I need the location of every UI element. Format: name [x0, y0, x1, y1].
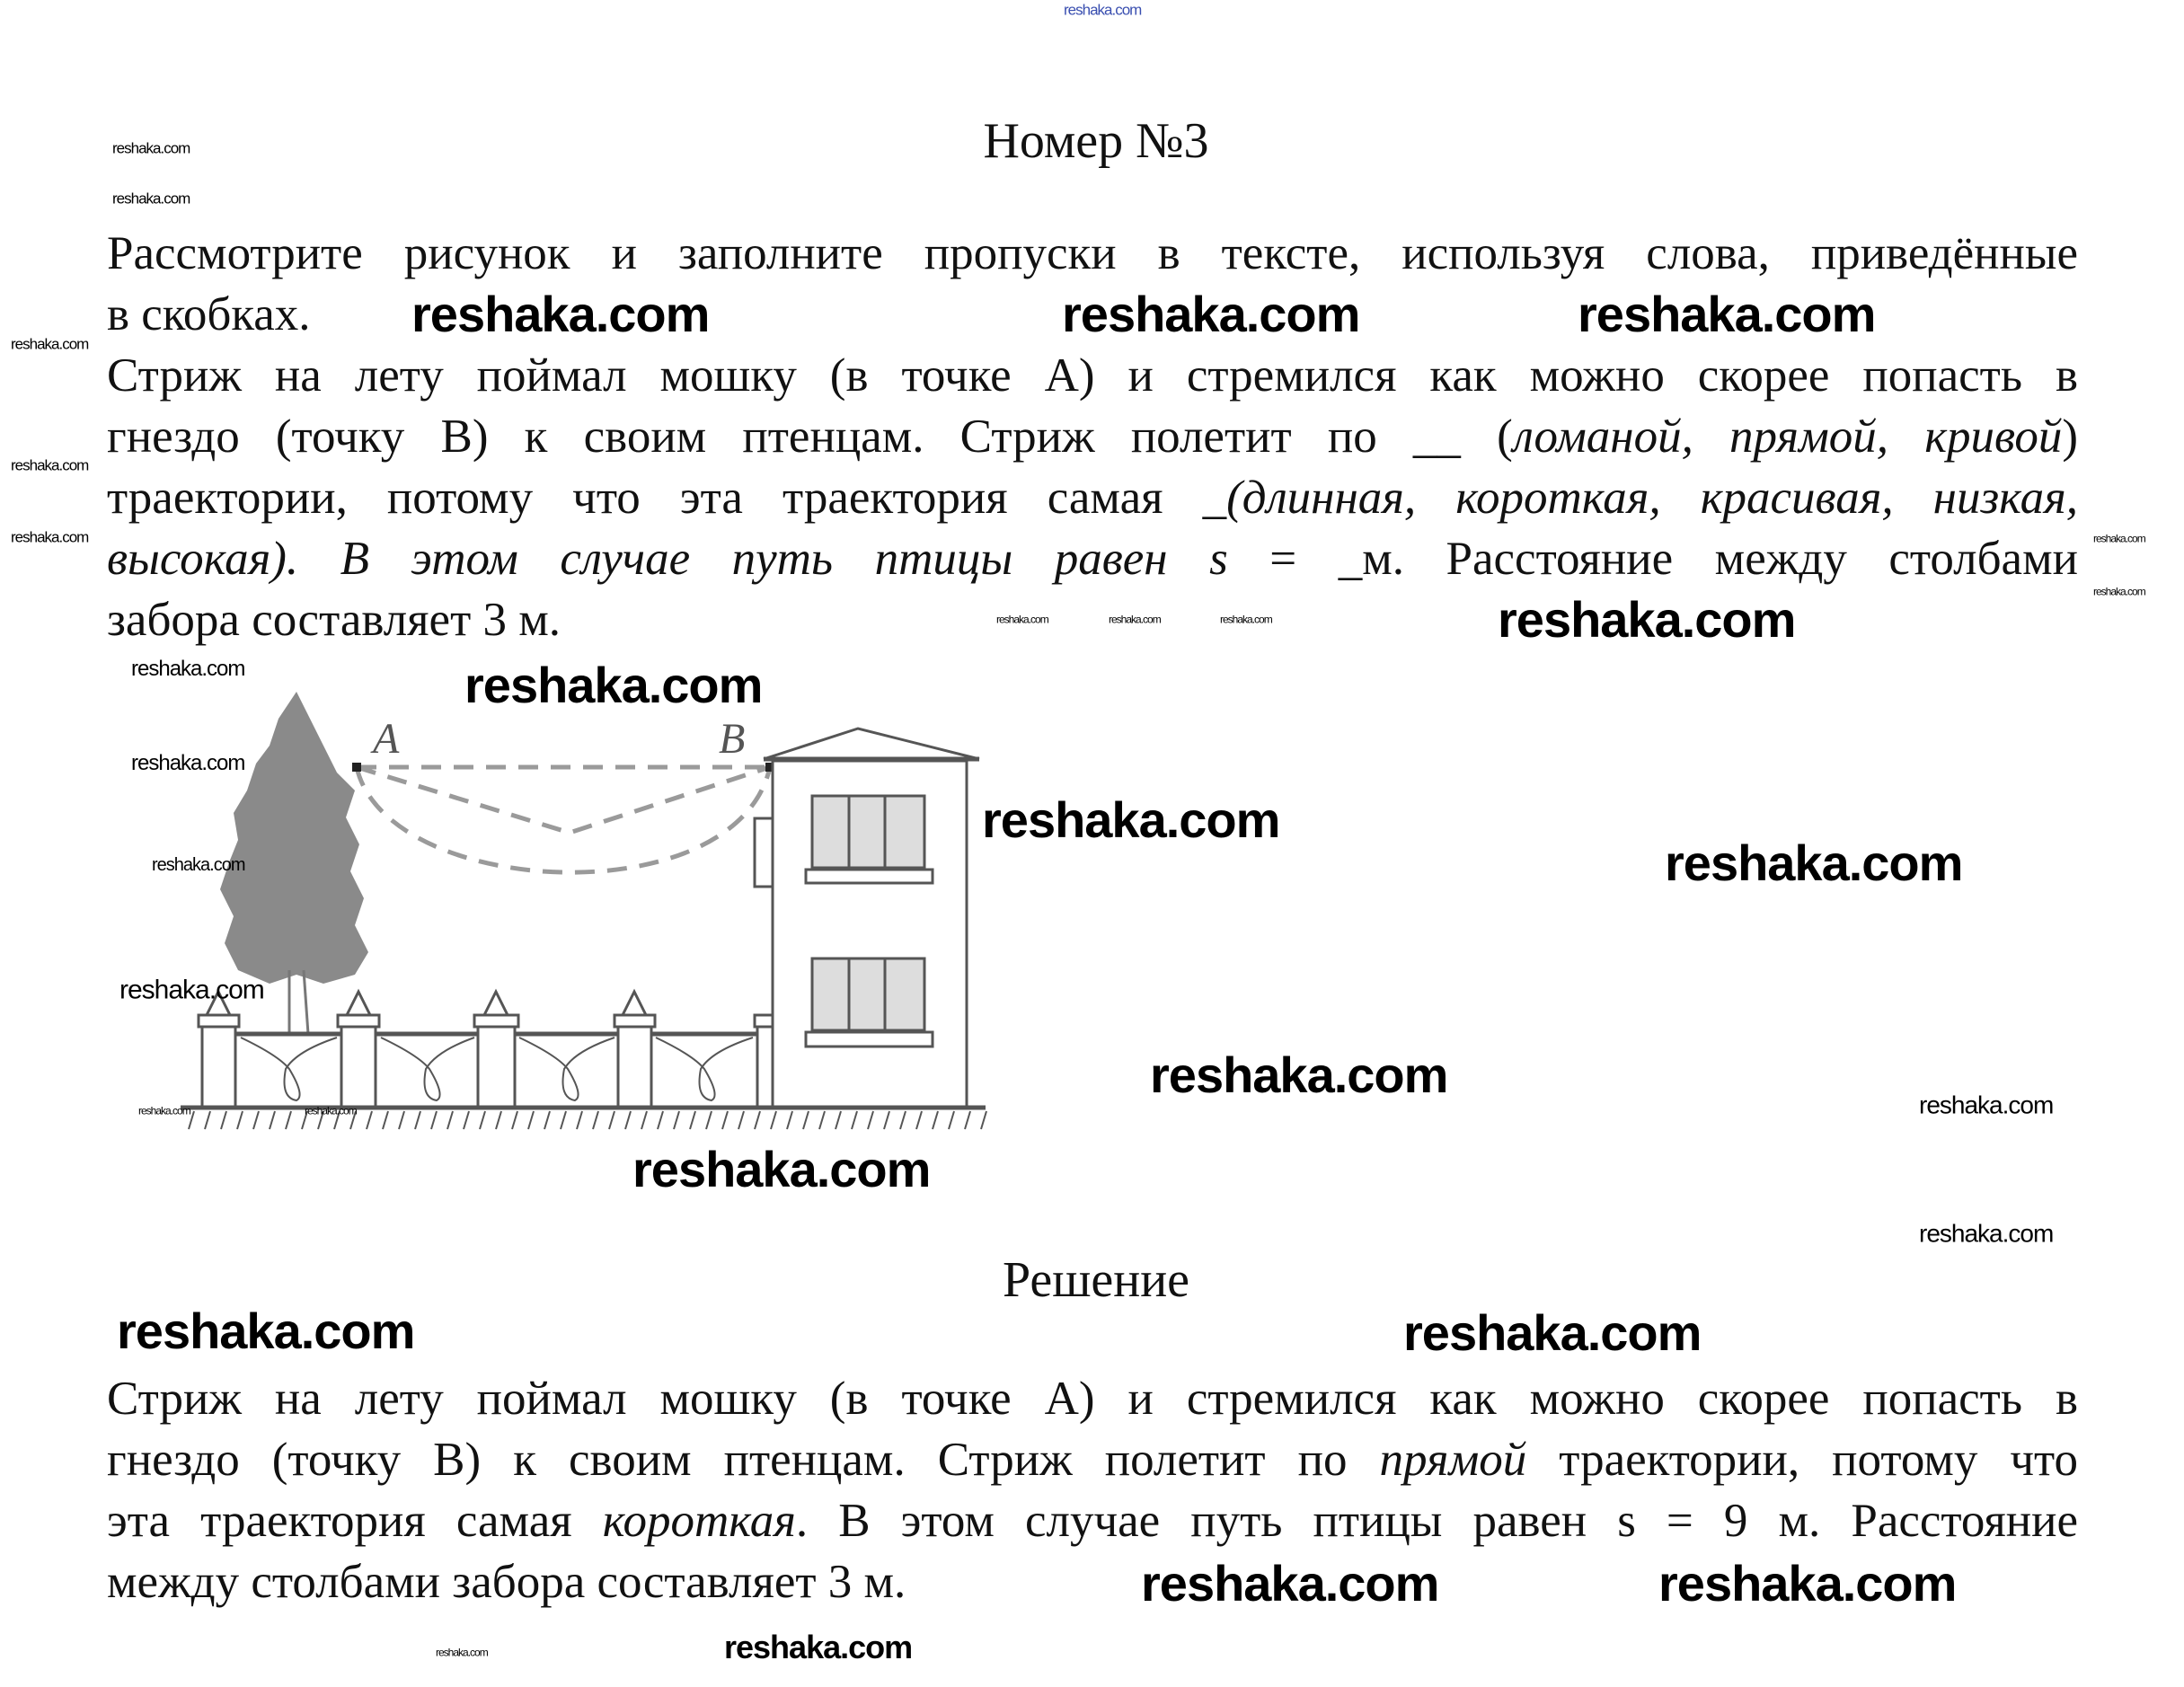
text-segment: . В этом случае путь птицы равен s = 9 м. Расстояние — [795, 1495, 2078, 1547]
watermark: reshaka.com — [1220, 613, 1272, 626]
page-title: Номер №3 — [983, 113, 1209, 169]
watermark: reshaka.com — [1919, 1219, 2054, 1248]
solution-line — [107, 1490, 2078, 1551]
task-line: Стриж на лету поймал мошку (в точке А) и стремился как можно скорее попасть в — [107, 349, 2078, 402]
solution-line: Стриж на лету поймал мошку (в точке А) и стремился как можно скорее попасть в — [107, 1373, 2078, 1425]
task-line — [107, 528, 2078, 589]
watermark: reshaka.com — [1062, 286, 1360, 343]
text-segment: высокая). В этом случае путь птицы равен s — [107, 533, 1228, 585]
watermark: reshaka.com — [1665, 835, 1963, 892]
task-line: забора составляет 3 м. — [107, 594, 561, 646]
watermark: reshaka.com — [1064, 1, 1142, 19]
solution-title: Решение — [1002, 1252, 1190, 1308]
watermark: reshaka.com — [11, 528, 89, 546]
watermark: reshaka.com — [1578, 286, 1876, 343]
trajectories — [357, 767, 770, 872]
task-line: в скобках. — [107, 288, 311, 340]
watermark: reshaka.com — [119, 975, 264, 1005]
watermark: reshaka.com — [1109, 613, 1161, 626]
watermark: reshaka.com — [464, 657, 763, 714]
point-a — [352, 763, 361, 772]
text-segment: гнездо (точку В) к своим птенцам. Стриж полетит по — [107, 1434, 1380, 1486]
solution-line: между столбами забора составляет 3 м. — [107, 1556, 906, 1608]
watermark: reshaka.com — [11, 335, 89, 353]
text-segment: = _м. Расстояние между столбами — [1227, 533, 2078, 585]
options-trajectory: ломаной, прямой, кривой — [1512, 411, 2063, 463]
watermark: reshaka.com — [112, 139, 190, 157]
watermark: reshaka.com — [1141, 1555, 1439, 1612]
watermark: reshaka.com — [138, 1104, 190, 1117]
watermark: reshaka.com — [112, 190, 190, 208]
task-line — [107, 406, 2078, 467]
label-a: A — [373, 715, 400, 763]
watermark: reshaka.com — [411, 286, 710, 343]
house — [755, 729, 979, 1108]
answer-length: короткая — [602, 1495, 796, 1547]
task-line: Рассмотрите рисунок и заполните пропуски в тексте, используя слова, приведённые — [107, 227, 2078, 279]
solution-line — [107, 1429, 2078, 1490]
watermark: reshaka.com — [1403, 1304, 1702, 1362]
watermark: reshaka.com — [2093, 532, 2145, 545]
watermark: reshaka.com — [724, 1629, 913, 1666]
watermark: reshaka.com — [1919, 1091, 2054, 1119]
watermark: reshaka.com — [152, 855, 245, 875]
watermark: reshaka.com — [11, 456, 89, 474]
broken-path — [357, 767, 770, 833]
label-b: B — [719, 715, 746, 763]
watermark: reshaka.com — [982, 791, 1280, 849]
watermark: reshaka.com — [1658, 1555, 1957, 1612]
fence — [199, 992, 773, 1108]
watermark: reshaka.com — [996, 613, 1048, 626]
curved-path — [357, 767, 770, 872]
watermark: reshaka.com — [117, 1303, 415, 1360]
text-segment: гнездо (точку В) к своим птенцам. Стриж полетит по __ ( — [107, 411, 1513, 463]
watermark: reshaka.com — [1498, 591, 1796, 649]
watermark: reshaka.com — [436, 1646, 488, 1659]
text-segment: ) — [2062, 411, 2078, 463]
watermark: reshaka.com — [131, 656, 245, 681]
task-line — [107, 467, 2078, 528]
watermark: reshaka.com — [1150, 1047, 1448, 1104]
watermark: reshaka.com — [131, 750, 245, 775]
text-segment: траектории, потому что — [1526, 1434, 2078, 1486]
ground — [181, 1108, 986, 1129]
watermark: reshaka.com — [305, 1104, 357, 1117]
watermark: reshaka.com — [632, 1141, 931, 1198]
text-segment: траектории, потому что эта траектория самая _ — [107, 472, 1227, 524]
text-segment: эта траектория самая — [107, 1495, 603, 1547]
watermark: reshaka.com — [2093, 585, 2145, 598]
answer-trajectory: прямой — [1379, 1434, 1527, 1486]
options-length: (длинная, короткая, красивая, низкая, — [1226, 472, 2078, 524]
